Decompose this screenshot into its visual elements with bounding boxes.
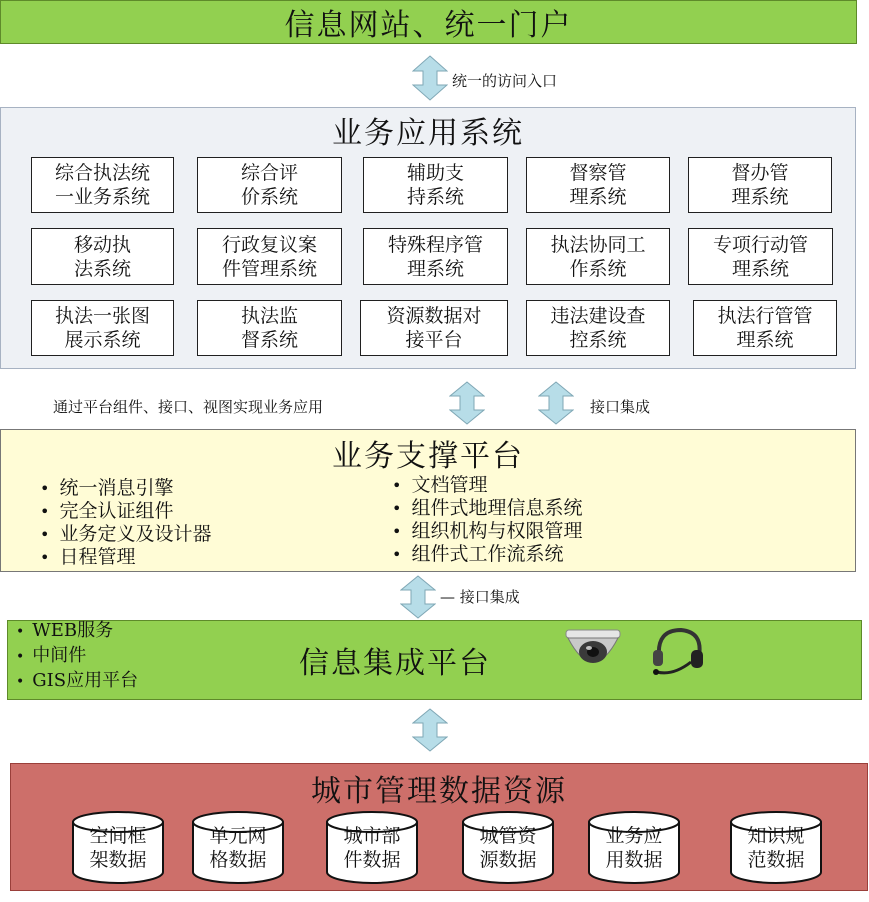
app-system-cell: 执法监 督系统: [197, 300, 342, 356]
data-resources-title: 城市管理数据资源: [311, 774, 567, 809]
bidirectional-arrow-icon: [400, 575, 436, 619]
app-system-cell: 违法建设查 控系统: [526, 300, 670, 356]
interface-integration-label: 接口集成: [459, 588, 520, 606]
app-system-cell: 辅助支 持系统: [363, 157, 508, 213]
business-apps-title: 业务应用系统: [332, 116, 524, 151]
bidirectional-arrow-icon: [412, 708, 448, 752]
app-system-cell: 督办管 理系统: [688, 157, 832, 213]
list-item: • 中间件: [16, 644, 138, 669]
platform-components-note: 通过平台组件、接口、视图实现业务应用: [53, 398, 324, 416]
bidirectional-arrow-icon: [538, 381, 574, 425]
app-system-cell: 执法行管管 理系统: [693, 300, 837, 356]
support-left-list: [40, 477, 211, 569]
list-item: • 组件式工作流系统: [392, 543, 582, 566]
database-label: 城市部 件数据: [343, 825, 401, 871]
database-cylinder: [728, 810, 824, 886]
database-cylinder: [460, 810, 556, 886]
list-item: • 组织机构与权限管理: [392, 520, 582, 543]
info-integration-title: 信息集成平台: [299, 646, 491, 681]
database-cylinder: [70, 810, 166, 886]
bidirectional-arrow-icon: [412, 55, 448, 101]
database-label: 业务应 用数据: [605, 825, 663, 871]
app-system-cell: 综合评 价系统: [197, 157, 342, 213]
app-system-cell: 移动执 法系统: [31, 228, 174, 285]
database-label: 单元网 格数据: [209, 825, 267, 871]
list-item: • 日程管理: [40, 546, 211, 569]
app-system-cell: 特殊程序管 理系统: [363, 228, 508, 285]
list-item: • 文档管理: [392, 474, 582, 497]
headset-icon: [643, 624, 707, 682]
database-label: 知识规 范数据: [747, 825, 805, 871]
list-item: • WEB服务: [16, 619, 138, 644]
list-item: • GIS应用平台: [16, 669, 138, 694]
database-label: 城管资 源数据: [479, 825, 537, 871]
app-system-cell: 综合执法统 一业务系统: [31, 157, 174, 213]
database-cylinder: [586, 810, 682, 886]
access-entry-note: 统一的访问入口: [452, 72, 558, 90]
support-right-list: [392, 474, 582, 566]
business-support-title: 业务支撑平台: [332, 439, 524, 474]
list-item: • 业务定义及设计器: [40, 523, 211, 546]
portal-title: 信息网站、统一门户: [284, 8, 573, 43]
interface-integration-note: — 接口集成: [440, 588, 520, 606]
bidirectional-arrow-icon: [449, 381, 485, 425]
list-item: • 组件式地理信息系统: [392, 497, 582, 520]
app-system-cell: 执法一张图 展示系统: [31, 300, 174, 356]
app-system-cell: 资源数据对 接平台: [360, 300, 508, 356]
interface-integration-note: 接口集成: [590, 398, 651, 416]
database-label: 空间框 架数据: [89, 825, 147, 871]
list-item: • 完全认证组件: [40, 500, 211, 523]
database-cylinder: [324, 810, 420, 886]
portal-box: [0, 0, 857, 44]
integration-list: [16, 619, 138, 694]
database-cylinder: [190, 810, 286, 886]
app-system-cell: 督察管 理系统: [526, 157, 670, 213]
app-system-cell: 行政复议案 件管理系统: [197, 228, 342, 285]
app-system-cell: 执法协同工 作系统: [526, 228, 670, 285]
dome-camera-icon: [560, 626, 626, 678]
app-system-cell: 专项行动管 理系统: [688, 228, 833, 285]
list-item: • 统一消息引擎: [40, 477, 211, 500]
